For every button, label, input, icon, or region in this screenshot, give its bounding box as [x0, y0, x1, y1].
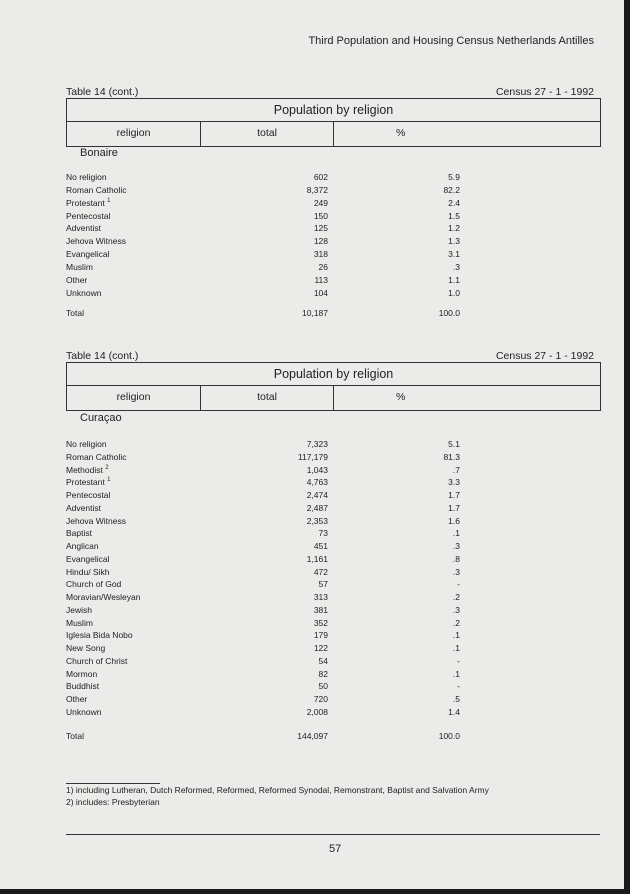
column-header-total: total — [201, 386, 334, 410]
religion-label: Moravian/Wesleyan — [66, 592, 141, 602]
percent-value: - — [457, 656, 460, 666]
footnote-marker: 2 — [105, 465, 109, 472]
total-value: 1,161 — [306, 554, 328, 564]
religion-name — [66, 516, 126, 526]
religion-name — [66, 198, 110, 208]
column-header-religion: religion — [67, 386, 201, 410]
percent-value: - — [457, 579, 460, 589]
total-value: 720 — [313, 694, 328, 704]
total-value: 313 — [313, 592, 328, 602]
percent-value: 1.4 — [448, 707, 460, 717]
religion-label: Pentecostal — [66, 490, 111, 500]
table-row — [66, 567, 466, 579]
percent-value: .5 — [452, 694, 460, 704]
religion-label: Evangelical — [66, 249, 110, 259]
percent-value: - — [457, 681, 460, 691]
footnote-marker: 1 — [107, 198, 111, 205]
religion-name — [66, 605, 92, 615]
table-row — [66, 605, 466, 617]
table-row — [66, 185, 466, 197]
column-header-percent: % — [396, 127, 406, 139]
religion-name — [66, 579, 121, 589]
percent-value: .3 — [452, 567, 460, 577]
total-value: 26 — [318, 262, 328, 272]
total-value: 57 — [318, 579, 328, 589]
religion-label: No religion — [66, 439, 107, 449]
total-value: 73 — [318, 528, 328, 538]
table-row — [66, 528, 466, 540]
total-value: 54 — [318, 656, 328, 666]
footnote-1: 1) including Lutheran, Dutch Reformed, Reformed, Reformed Synodal, Remonstrant, Baptist and Salvation Army — [66, 785, 489, 795]
religion-name — [66, 503, 101, 513]
table-row — [66, 465, 466, 477]
total-value: 2,008 — [306, 707, 328, 717]
total-value: 352 — [313, 618, 328, 628]
religion-label: Other — [66, 275, 88, 285]
religion-name — [66, 262, 93, 272]
religion-name — [66, 707, 101, 717]
table-row — [66, 211, 466, 223]
footnote-2: 2) includes: Presbyterian — [66, 797, 160, 807]
total-value: 451 — [313, 541, 328, 551]
religion-name — [66, 554, 109, 564]
table-row — [66, 172, 466, 184]
religion-label: Methodist — [66, 465, 103, 475]
percent-value: .3 — [452, 262, 460, 272]
religion-name — [66, 275, 87, 285]
total-value: 144,097 — [297, 731, 328, 741]
table-label: Table 14 (cont.) — [66, 350, 139, 362]
total-value: 179 — [313, 630, 328, 640]
total-value: 113 — [314, 275, 328, 285]
total-row — [66, 731, 466, 743]
religion-label: Protestant — [66, 477, 105, 487]
total-value: 125 — [313, 223, 328, 233]
total-value: 122 — [313, 643, 328, 653]
footnote-marker: 1 — [107, 477, 111, 484]
percent-value: .1 — [452, 669, 460, 679]
percent-value: 1.0 — [448, 288, 460, 298]
religion-name — [66, 656, 127, 666]
census-date: Census 27 - 1 - 1992 — [495, 350, 594, 362]
table-row — [66, 669, 466, 681]
table-title: Population by religion — [67, 363, 600, 386]
table-row — [66, 439, 466, 451]
percent-value: 5.1 — [448, 439, 460, 449]
percent-value: 1.7 — [448, 503, 460, 513]
percent-value: 1.2 — [448, 223, 460, 233]
religion-label: Adventist — [66, 223, 101, 233]
religion-name — [66, 490, 110, 500]
percent-value: 3.1 — [448, 249, 460, 259]
percent-value: .8 — [452, 554, 460, 564]
total-value: 602 — [313, 172, 328, 182]
percent-value: 82.2 — [443, 185, 460, 195]
religion-label: Anglican — [66, 541, 99, 551]
religion-name — [66, 465, 109, 475]
religion-name — [66, 477, 110, 487]
table-row — [66, 618, 466, 630]
religion-label: Mormon — [66, 669, 98, 679]
religion-label: Buddhist — [66, 681, 100, 691]
table-title: Population by religion — [67, 99, 600, 122]
table-row — [66, 579, 466, 591]
religion-name — [66, 528, 92, 538]
table-row — [66, 249, 466, 261]
column-header-religion: religion — [67, 122, 201, 146]
percent-value: 1.7 — [448, 490, 460, 500]
total-value: 117,179 — [297, 452, 328, 462]
religion-label: Protestant — [66, 198, 105, 208]
religion-name — [66, 223, 101, 233]
percent-value: 3.3 — [448, 477, 460, 487]
table-row — [66, 554, 466, 566]
religion-label: Church of God — [66, 579, 122, 589]
percent-value: .1 — [452, 630, 460, 640]
percent-value: 81.3 — [443, 452, 460, 462]
religion-label: New Song — [66, 643, 106, 653]
religion-label: Unknown — [66, 288, 102, 298]
column-header-total: total — [201, 122, 334, 146]
religion-name — [66, 236, 126, 246]
table-row — [66, 275, 466, 287]
table-row — [66, 643, 466, 655]
table-row — [66, 503, 466, 515]
religion-name — [66, 308, 84, 318]
table-row — [66, 198, 466, 210]
region-heading: Bonaire — [80, 147, 118, 159]
running-header: Third Population and Housing Census Netherlands Antilles — [308, 35, 594, 47]
table-row — [66, 541, 466, 553]
religion-name — [66, 694, 87, 704]
total-value: 472 — [313, 567, 328, 577]
table-row — [66, 288, 466, 300]
religion-label: No religion — [66, 172, 107, 182]
religion-name — [66, 541, 99, 551]
percent-value: 1.1 — [448, 275, 460, 285]
religion-label: Muslim — [66, 618, 93, 628]
table-row — [66, 707, 466, 719]
table-row — [66, 516, 466, 528]
column-header-percent: % — [396, 391, 406, 403]
religion-name — [66, 681, 99, 691]
total-row — [66, 308, 466, 320]
total-value: 104 — [313, 288, 328, 298]
table-row — [66, 630, 466, 642]
religion-name — [66, 172, 107, 182]
religion-label: Roman Catholic — [66, 185, 127, 195]
table-header-box — [66, 98, 601, 147]
table-row — [66, 477, 466, 489]
religion-label: Jewish — [66, 605, 92, 615]
total-value: 82 — [318, 669, 328, 679]
table-row — [66, 656, 466, 668]
religion-name — [66, 185, 126, 195]
total-value: 2,487 — [306, 503, 328, 513]
table-row — [66, 681, 466, 693]
religion-name — [66, 452, 126, 462]
religion-label: Adventist — [66, 503, 101, 513]
table-row — [66, 592, 466, 604]
table-label: Table 14 (cont.) — [66, 86, 139, 98]
religion-label: Other — [66, 694, 88, 704]
religion-name — [66, 249, 109, 259]
religion-label: Baptist — [66, 528, 92, 538]
census-date: Census 27 - 1 - 1992 — [495, 86, 594, 98]
total-value: 10,187 — [302, 308, 328, 318]
table-row — [66, 262, 466, 274]
total-value: 128 — [313, 236, 328, 246]
total-value: 2,353 — [306, 516, 328, 526]
table-row — [66, 223, 466, 235]
table-row — [66, 490, 466, 502]
percent-value: .2 — [452, 618, 460, 628]
religion-label: Evangelical — [66, 554, 110, 564]
percent-value: 5.9 — [448, 172, 460, 182]
total-value: 50 — [318, 681, 328, 691]
religion-label: Unknown — [66, 707, 102, 717]
region-heading: Curaçao — [80, 412, 122, 424]
total-value: 4,763 — [306, 477, 328, 487]
percent-value: .3 — [452, 605, 460, 615]
religion-label: Iglesia Bida Nobo — [66, 630, 133, 640]
total-value: 150 — [313, 211, 328, 221]
percent-value: 100.0 — [438, 731, 460, 741]
percent-value: 100.0 — [438, 308, 460, 318]
religion-label: Roman Catholic — [66, 452, 127, 462]
bottom-rule — [66, 834, 600, 835]
table-row — [66, 236, 466, 248]
percent-value: .2 — [452, 592, 460, 602]
percent-value: 2.4 — [448, 198, 460, 208]
religion-name — [66, 630, 133, 640]
percent-value: 1.3 — [448, 236, 460, 246]
total-value: 7,323 — [306, 439, 328, 449]
religion-label: Total — [66, 731, 84, 741]
religion-name — [66, 592, 141, 602]
total-value: 381 — [313, 605, 328, 615]
religion-label: Muslim — [66, 262, 93, 272]
total-value: 8,372 — [306, 185, 328, 195]
percent-value: 1.5 — [448, 211, 460, 221]
religion-label: Total — [66, 308, 84, 318]
percent-value: .7 — [452, 465, 460, 475]
page-number: 57 — [329, 843, 342, 855]
total-value: 318 — [313, 249, 328, 259]
table-row — [66, 452, 466, 464]
religion-name — [66, 567, 109, 577]
religion-label: Hindu/ Sikh — [66, 567, 110, 577]
percent-value: .3 — [452, 541, 460, 551]
religion-name — [66, 643, 105, 653]
religion-name — [66, 211, 110, 221]
footnote-divider — [66, 783, 160, 784]
total-value: 249 — [313, 198, 328, 208]
religion-name — [66, 618, 93, 628]
total-value: 1,043 — [306, 465, 328, 475]
religion-label: Jehova Witness — [66, 236, 126, 246]
religion-name — [66, 439, 107, 449]
percent-value: 1.6 — [448, 516, 460, 526]
percent-value: .1 — [452, 528, 460, 538]
religion-label: Pentecostal — [66, 211, 111, 221]
religion-name — [66, 669, 97, 679]
total-value: 2,474 — [306, 490, 328, 500]
table-header-box — [66, 362, 601, 411]
religion-name — [66, 731, 84, 741]
percent-value: .1 — [452, 643, 460, 653]
table-row — [66, 694, 466, 706]
religion-name — [66, 288, 101, 298]
religion-label: Jehova Witness — [66, 516, 126, 526]
religion-label: Church of Christ — [66, 656, 128, 666]
